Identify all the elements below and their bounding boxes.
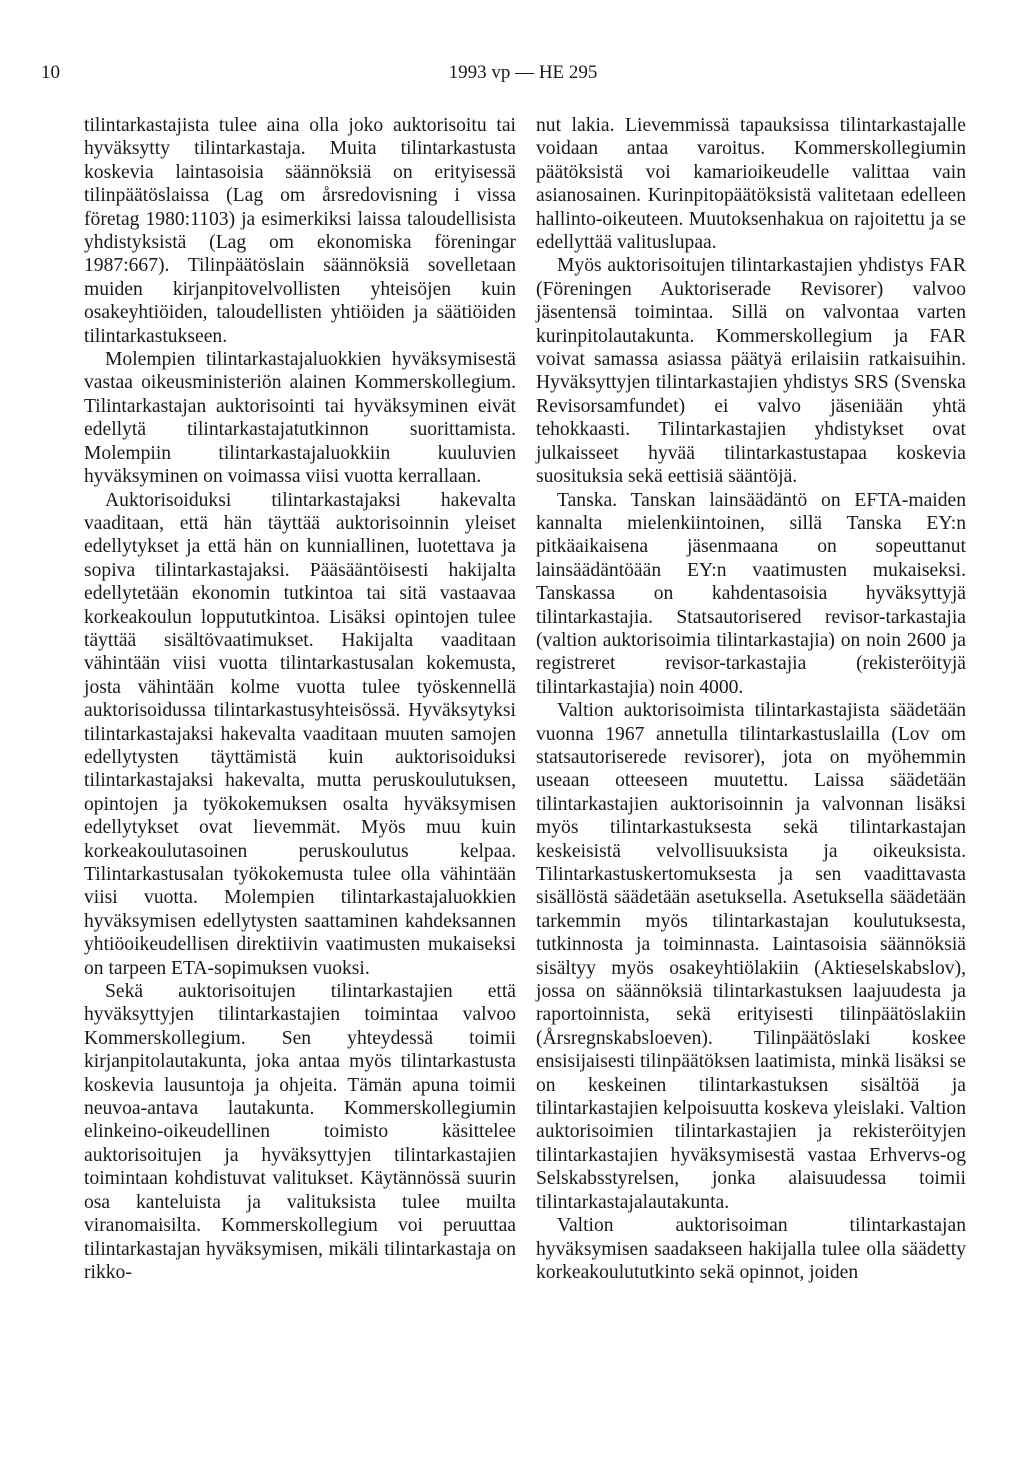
page-number: 10 xyxy=(41,62,60,83)
right-paragraph-4: Valtion auktorisoimista tilintarkastajista säädetään vuonna 1967 annetulla tilintarkastuslailla (Lov om statsautoriserede revisorer), jota on myöhemmin useaan otteeseen muutettu. Laissa säädetään tilintarkastajien auktorisoinnin ja valvonnan lisäksi myös tilintarkastuksesta sekä tilintarkastajan keskeisistä velvollisuuksista ja oikeuksista. Tilintarkastuskertomuksesta ja sen vaadittavasta sisällöstä säädetään asetuksella. Asetuksella säädetään tarkemmin myös tilintarkastajan koulutuksesta, tutkinnosta ja toiminnasta. Laintasoisia säännöksiä sisältyy myös osakeyhtiölakiin (Aktieselskabslov), jossa on säännöksiä tilintarkastuksen laajuudesta ja raportoinnista, sekä erityisesti tilinpäätöslakiin (Årsregnskabsloeven). Tilinpäätöslaki koskee ensisijaisesti tilinpäätöksen laatimista, minkä lisäksi se on keskeinen tilintarkastuksen sisältöä ja tilintarkastajien kelpoisuutta koskeva yleislaki. Valtion auktorisoimien tilintarkastajien ja rekisteröityjen tilintarkastajien hyväksymisestä vastaa Erhvervs-og Selskabsstyrelsen, jonka alaisuudessa toimii tilintarkastajalautakunta. xyxy=(536,700,966,1213)
running-title: 1993 vp — HE 295 xyxy=(448,62,598,83)
left-paragraph-4: Sekä auktorisoitujen tilintarkastajien että hyväksyttyjen tilintarkastajien toimintaa valvoo Kommerskollegium. Sen yhteydessä toimii kirjanpitolautakunta, joka antaa myös tilintarkastusta koskevia lausuntoja ja ohjeita. Tämän apuna toimii neuvoa-antava lautakunta. Kommerskollegiumin elinkeino-oikeudellinen toimisto käsittelee auktorisoitujen ja hyväksyttyjen tilintarkastajien toimintaan kohdistuvat valitukset. Käytännössä suurin osa kanteluista ja valituksista tulee muilta viranomaisilta. Kommerskollegium voi peruuttaa tilintarkastajan hyväksymisen, mikäli tilintarkastaja on rikko- xyxy=(84,981,516,1283)
left-paragraph-2: Molempien tilintarkastajaluokkien hyväksymisestä vastaa oikeusministeriön alainen Kommerskollegium. Tilintarkastajan auktorisointi tai hyväksyminen eivät edellytä tilintarkastajatutkinnon suorittamista. Molempiin tilintarkastajaluokkiin kuuluvien hyväksyminen on voimassa viisi vuotta kerrallaan. xyxy=(84,349,516,488)
right-paragraph-2: Myös auktorisoitujen tilintarkastajien yhdistys FAR (Föreningen Auktoriserade Revisorer) valvoo jäsentensä toimintaa. Sillä on valvontaa varten kurinpitolautakunta. Kommerskollegium ja FAR voivat samassa asiassa päätyä erilaisiin ratkaisuihin. Hyväksyttyjen tilintarkastajien yhdistys SRS (Svenska Revisorsamfundet) ei valvo jäseniään yhtä tehokkaasti. Tilintarkastajien yhdistykset ovat julkaisseet hyvää tilintarkastustapaa koskevia suosituksia sekä eettisiä sääntöjä. xyxy=(536,255,966,488)
page-header xyxy=(41,62,981,92)
right-column xyxy=(536,114,966,1284)
left-paragraph-1: tilintarkastajista tulee aina olla joko auktorisoitu tai hyväksytty tilintarkastaja. Muita tilintarkastusta koskevia laintasoisia säännöksiä on erityisessä tilinpäätöslaissa (Lag om årsredovisning i vissa företag 1980:1103) ja esimerkiksi laissa taloudellisista yhdistyksistä (Lag om ekonomiska föreningar 1987:667). Tilinpäätöslain säännöksiä sovelletaan muiden kirjanpitovelvollisten yhteisöjen kuin osakeyhtiöiden, taloudellisten yhtiöiden ja säätiöiden tilintarkastukseen. xyxy=(84,115,516,347)
right-paragraph-5: Valtion auktorisoiman tilintarkastajan hyväksymisen saadakseen hakijalla tulee olla säädetty korkeakoulututkinto sekä opinnot, joiden xyxy=(536,1215,966,1283)
left-paragraph-3: Auktorisoiduksi tilintarkastajaksi hakevalta vaaditaan, että hän täyttää auktorisoinnin yleiset edellytykset ja että hän on kunniallinen, luotettava ja sopiva tilintarkastajaksi. Pääsääntöisesti hakijalta edellytetään ekonomin tutkintoa tai sitä vastaavaa korkeakoulun loppututkintoa. Lisäksi opintojen tulee täyttää sisältövaatimukset. Hakijalta vaaditaan vähintään viisi vuotta tilintarkastusalan kokemusta, josta vähintään kolme vuotta tulee työskennellä auktorisoidussa tilintarkastusyhteisössä. Hyväksytyksi tilintarkastajaksi hakevalta vaaditaan muuten samojen edellytysten täyttämistä kuin auktorisoiduksi tilintarkastajaksi hakevalta, mutta peruskoulutuksen, opintojen ja työkokemuksen osalta hyväksymisen edellytykset ovat lievemmät. Myös muu kuin korkeakoulutasoinen peruskoulutus kelpaa. Tilintarkastusalan työkokemusta tulee olla vähintään viisi vuotta. Molempien tilintarkastajaluokkien hyväksymisen edellytysten saattaminen kahdeksannen yhtiöoikeudellisen direktiivin vaatimusten mukaiseksi on tarpeen ETA-sopimuksen vuoksi. xyxy=(84,489,516,979)
right-paragraph-1: nut lakia. Lievemmissä tapauksissa tilintarkastajalle voidaan antaa varoitus. Kommerskollegiumin päätöksistä voi kamarioikeudelle valittaa vain asianosainen. Kurinpitopäätöksistä valitetaan edelleen hallinto-oikeuteen. Muutoksenhakua on rajoitettu ja se edellyttää valituslupaa. xyxy=(536,115,966,254)
left-column xyxy=(84,114,516,1284)
right-paragraph-3: Tanska. Tanskan lainsäädäntö on EFTA-maiden kannalta mielenkiintoinen, sillä Tanska EY:n pitkäaikaisena jäsenmaana on sopeuttanut lainsäädäntöään EY:n vaatimusten mukaiseksi. Tanskassa on kahdentasoisia hyväksyttyjä tilintarkastajia. Statsautorisered revisor-tarkastajia (valtion auktorisoimia tilintarkastajia) on noin 2600 ja registreret revisor-tarkastajia (rekisteröityjä tilintarkastajia) noin 4000. xyxy=(536,489,966,698)
